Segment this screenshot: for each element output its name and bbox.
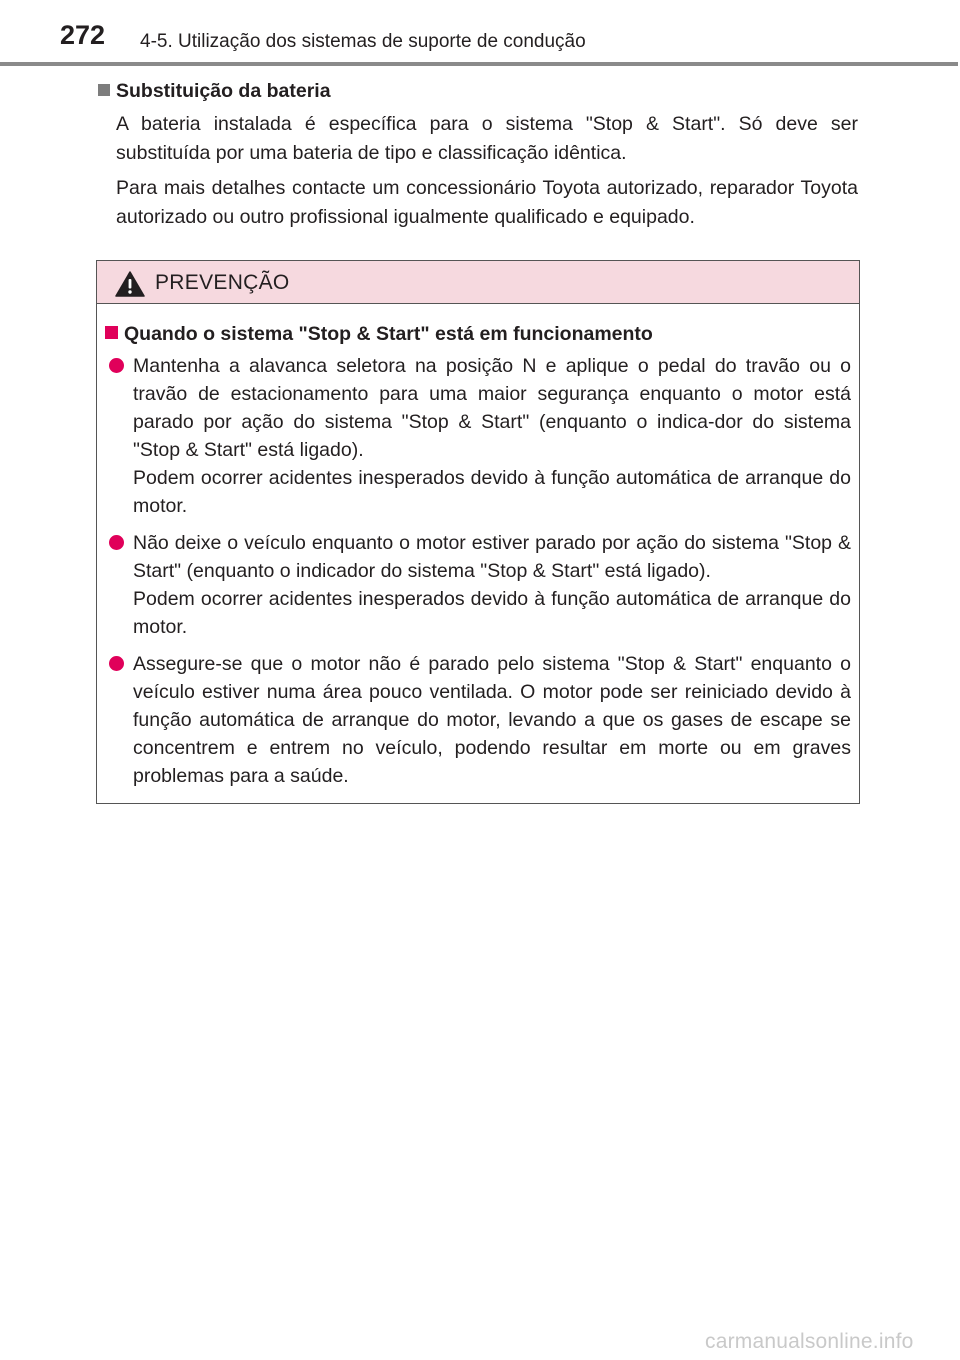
watermark: carmanualsonline.info	[705, 1330, 914, 1353]
page-header	[0, 0, 960, 62]
warning-triangle-icon	[115, 271, 145, 297]
battery-heading	[98, 78, 858, 104]
caution-bullet-1-text: Mantenha a alavanca seletora na posição N e aplique o pedal do travão ou o travão de estacionamento para uma maior segurança enquanto o motor está parado por ação do sistema "Stop & Start" (enquanto o indica-dor do sistema "Stop & Start" está ligado).	[133, 355, 851, 461]
battery-section	[98, 78, 858, 232]
caution-heading-text: Quando o sistema "Stop & Start" está em funcionamento	[124, 323, 653, 345]
caution-bullet-3	[133, 650, 851, 790]
battery-paragraph-2: Para mais detalhes contacte um concessionário Toyota autorizado, reparador Toyota autorizado ou outro profissional igualmente qualificado e equipado.	[116, 177, 858, 228]
caution-bullet-2-extra: Podem ocorrer acidentes inesperados devido à função automática de arranque do motor.	[133, 588, 851, 638]
caution-body	[97, 304, 859, 790]
circle-bullet-icon	[109, 656, 124, 671]
caution-heading	[105, 320, 851, 348]
square-bullet-icon	[105, 326, 118, 339]
battery-heading-text: Substituição da bateria	[116, 80, 331, 102]
square-bullet-icon	[98, 84, 110, 96]
caution-bullet-2	[133, 529, 851, 641]
caution-header	[97, 261, 859, 304]
caution-bullet-1	[133, 352, 851, 520]
header-divider	[0, 62, 958, 66]
circle-bullet-icon	[109, 535, 124, 550]
section-title: 4-5. Utilização dos sistemas de suporte de condução	[140, 31, 586, 52]
caution-title: PREVENÇÃO	[155, 271, 290, 294]
circle-bullet-icon	[109, 358, 124, 373]
caution-box	[96, 260, 860, 804]
caution-bullet-2-text: Não deixe o veículo enquanto o motor estiver parado por ação do sistema "Stop & Start" (enquanto o indicador do sistema "Stop & Start" está ligado).	[133, 532, 851, 582]
page-number: 272	[60, 20, 106, 50]
caution-bullet-1-extra: Podem ocorrer acidentes inesperados devido à função automática de arranque do motor.	[133, 467, 851, 517]
caution-bullet-3-text: Assegure-se que o motor não é parado pelo sistema "Stop & Start" enquanto o veículo estiver numa área pouco ventilada. O motor pode ser reiniciado devido à função automática de arranque do motor, levando a que os gases de escape se concentrem e entrem no veículo, podendo resultar em morte ou em graves problemas para a saúde.	[133, 653, 851, 787]
battery-paragraph-1: A bateria instalada é específica para o sistema "Stop & Start". Só deve ser substituída por uma bateria de tipo e classificação idêntica.	[116, 113, 858, 164]
